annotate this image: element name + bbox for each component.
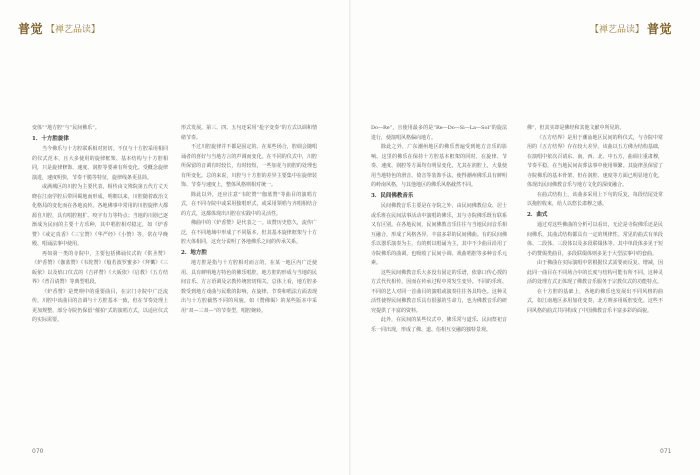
page-gutter	[349, 0, 351, 475]
page-number-right: 071	[660, 448, 672, 455]
publication-logo: 普觉	[18, 21, 44, 36]
section-heading: 2．曲式	[527, 211, 548, 218]
body-paragraph: 除此之外，广东潮州地区的佛乐普遍受到地方音乐的影响。这里的佛乐在保持十方腔基本框架的同时，在旋律、节奏、速度、润腔等方面均有明显变化，尤其在润腔上，大量使用当地特色的滑音、倚音等装饰手法，使得潮州佛乐具有鲜明的岭南风格，与其他地区的佛乐风格截然不同。	[371, 144, 507, 188]
body-paragraph: 通过对这些佛曲的分析可以看出，无论是寺院佛乐还是民间佛乐，其曲式结构都具有一定的规律性。常见的曲式有单段体、二段体、三段体以及多段联缀体等。其中单段体多见于短小的赞偈类曲目，多段联缀体则多见于大型法事中的套曲。	[527, 222, 663, 257]
section-heading: 3．民间佛教音乐	[371, 192, 414, 199]
body-paragraph: 形式发展。第三、四、五句还采用“抢字变奏”的方式以调和情绪节奏。	[181, 125, 317, 141]
body-paragraph: 佛”，但其实却是佛经和其他文献中所见的。	[527, 125, 625, 131]
publication-logo: 普觉	[647, 21, 673, 36]
body-paragraph: 当今佛乐与十方腔联系相对密切。不仅与十方腔采用相同的仪式范本，且大多使用的旋律框架、基本结构与十方腔相同，只是旋律修饰、速度、润腔等要素有所变化。受概念旋律演进，速度明快，节奏干脆等特征，旋律线条更显简。	[32, 146, 168, 181]
body-paragraph: 佛曲中的《炉香赞》是代表之一。该赞历史悠久，流传广泛，在不同地域中形成了不同版本，但其基本旋律框架与十方腔大体相同，这充分说明了各地佛乐之间的传承关系。	[181, 220, 317, 245]
body-paragraph: 由于佛曲在实际演唱中常根据仪式需要而反复、增减，因此同一曲目在不同场合中的长度与结构可能有所不同。这种灵活的处理方式正体现了佛教音乐服务于宗教仪式的功能特点。	[527, 260, 663, 285]
text-column-2	[181, 124, 317, 442]
body-paragraph: 再如第一类的寺院中，主要包括佛诵仪式的《供圣赞》《炉香赞》《伽蓝赞》《韦陀赞》《般若波罗蜜多》《拜懴》《三皈依》以及焰口仪式的《吉祥赞》《大皈依》《启教》《五方结界》《普召请赞》等典型唱段。	[32, 250, 168, 285]
section-tag: 【禅艺品读】	[590, 24, 645, 35]
body-paragraph: 在十方腔的基础上，各地的佛乐也发展出不同风格的曲式，如江南地区多用加花变奏，北方则多用板腔变化。这些不同风格的曲式共同构成了中国佛教音乐丰富多彩的面貌。	[527, 288, 663, 314]
section-heading: 2．地方腔	[181, 249, 207, 256]
body-paragraph: 或满城区的川腔为主要代表，相传由文殊院第五代方丈天晓在江南学腔后带回蜀地而形成。明朝以来，川腔随着政治文化格局的变化而在各地流传。各地佛事中常用的川腔旋律大都源自川腔，具有唱腔粗犷、咬字有力等特点；当地的川剧已逐渐成为民间的主要十方乐种，其中唱腔相对稳定，如《炉香赞》《戒定真香》《三宝赞》《华严经》《小赞》等，常在早晚殿、唱诵法事中使用。	[32, 184, 168, 247]
section-tag: 【禅艺品读】	[46, 24, 101, 35]
text-column-3	[371, 124, 507, 442]
body-paragraph: 不过川腔旋律并不都是固定的。在某些场合，腔调会随唱诵者的喜好与当地方言的声调而变化。在不同的仪式中，川腔所保留的音调有时较长，有时较短，一些加花与润腔的处理也有所变化。总的来说，川腔与十方腔的差异主要集中在旋律装饰、节奏与速度上，整体风格则相对统一。	[181, 144, 317, 188]
running-header-right	[590, 20, 672, 36]
body-paragraph: 这些民间佛教音乐大多没有固定的乐谱，依靠口传心授的方式代代相传，因而在传承过程中常发生变异。不同的乐班、不同的艺人对同一首曲目的演唱或演奏往往各具特色。这种灵活性使得民间佛教音乐具有很强的生命力，也为佛教音乐的研究提供了丰富的资料。	[371, 269, 507, 314]
section-heading: 1．十方腔旋律	[32, 135, 69, 142]
body-paragraph: 地方腔是指与十方腔相对而言的，在某一地区内广泛使用、具有鲜明地方特色的佛乐唱腔。地方腔的形成与当地的民间音乐、方言语调及宗教传统密切相关。总体上看，地方腔多数受到地方戏曲与民歌的影响，在旋律、节奏和唱法方面表现出与十方腔截然不同的风貌。如《赞佛偈》的某些版本中采用“双—三双—”的节奏型，唱腔婉转。	[181, 260, 317, 314]
body-paragraph: 此外，在民间的某些仪式中，佛乐常与道乐、民间祭祀音乐一同出现，形成了佛、道、俗相互交融的独特景观。	[371, 317, 507, 333]
body-paragraph: 《五方结界》是用于潮汕地区民间的科仪式，与寺院中常用的《五方结界》存在较大差异。该曲以五方佛为结构基础，在演唱中依次召请东、南、西、北、中五方，曲调庄重肃穆，节奏平稳，在当地民间丧葬法事中使用频繁。其旋律虽保留了寺院佛乐的基本骨架，但在润腔、速度等方面已明显地方化，体现出民间佛教音乐与地方文化的深度融合。	[527, 134, 663, 188]
body-paragraph: 除此以外，还应注意“韦陀赞”“伽蓝赞”等曲目的演唱方式，在不同寺院中或采用独唱形式，或采用领唱与齐唱相结合的方式，这都体现出川腔在实践中的灵活性。	[181, 191, 317, 217]
text-column-4	[527, 124, 663, 442]
body-paragraph: 变体”“地方腔”与“民间佛乐”。	[32, 125, 100, 131]
body-paragraph: 民间佛教音乐主要是在寺院之外，由民间佛教信众、居士或乐班在民间法事活动中演唱的佛乐，其与寺院佛乐既有联系又有区别。在各地民间，民间佛教音乐往往与当地民间音乐相互融合，形成了风格各异、丰富多彩的民间佛曲。有的民间佛乐以器乐演奏为主，有的则以唱诵为主，其中不少曲目沿用了寺院佛乐的曲调，也吸收了民间小调、戏曲唱腔等多种音乐元素。	[371, 203, 507, 266]
body-paragraph: 在曲式结构上，该曲多采用上下句的反复，每段结尾处常以拖腔收束，给人以悠长肃穆之感。	[527, 191, 663, 207]
running-header-left	[18, 20, 100, 36]
text-column-1	[32, 124, 168, 442]
page-number-left: 070	[32, 448, 44, 455]
body-paragraph: Do—Re”，且使用最多的是“Re—Do—Si—La—Sol”的旋法进行，使演唱风格偏向地方。	[371, 125, 507, 141]
body-paragraph: 《炉香赞》是梵呗中的重要曲目，在宗门寺院中广泛流传。川腔中该曲目的音调与十方腔基本一致，但在节奏处理上更加规整。部分寺院仍保留“催拍”式的演唱方式，以适应仪式的实际需要。	[32, 288, 168, 323]
